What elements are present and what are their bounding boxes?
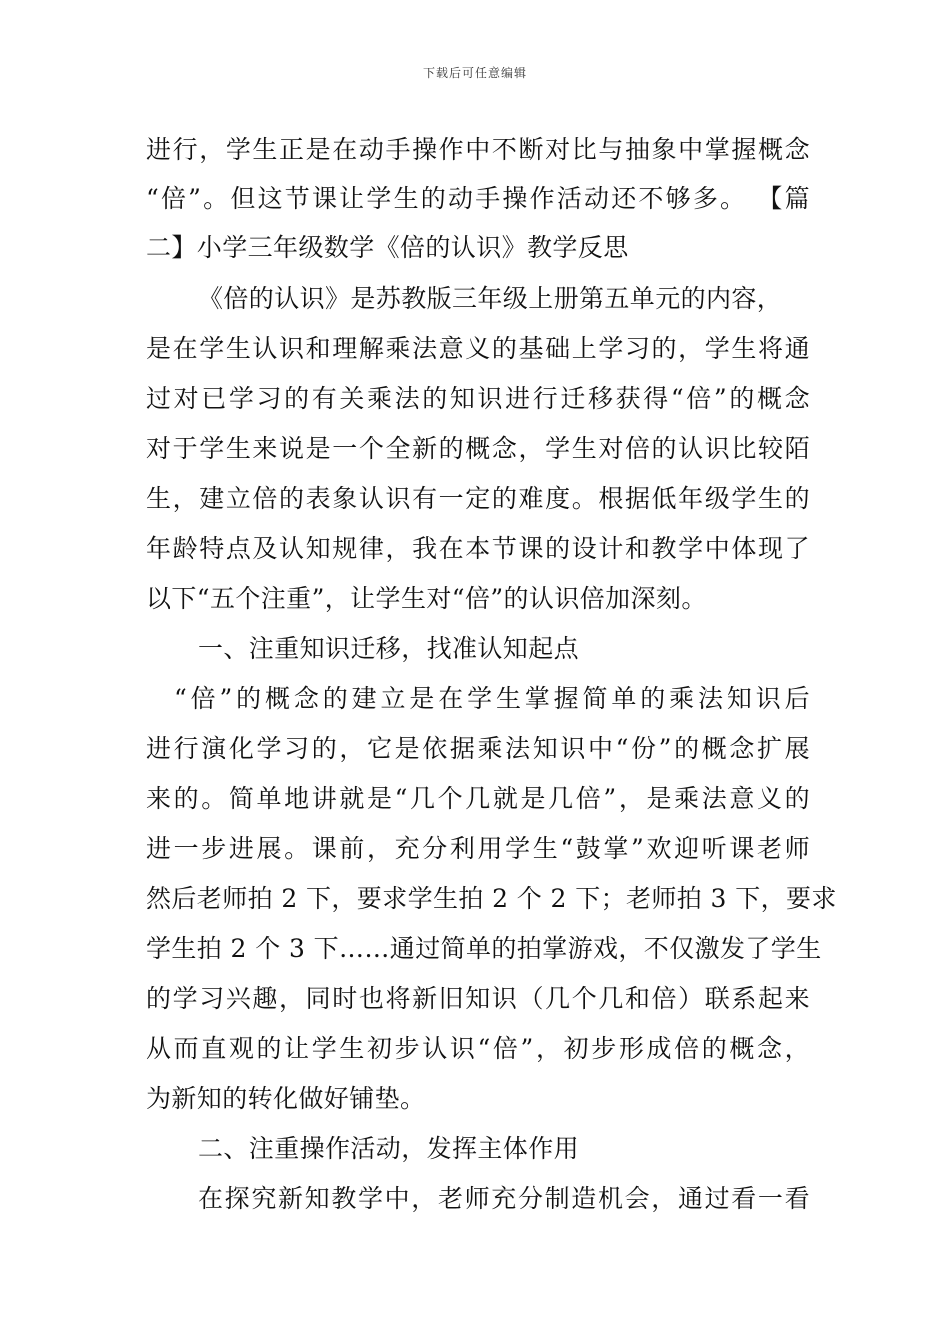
text-line: 生，建立倍的表象认识有一定的难度。根据低年级学生的 <box>146 484 810 513</box>
text-line: 进行，学生正是在动手操作中不断对比与抽象中掌握概念 <box>146 135 810 164</box>
text-line: 来的。简单地讲就是“几个几就是几倍”，是乘法意义的 <box>146 784 810 813</box>
text-line: “倍”。但这节课让学生的动手操作活动还不够多。 【篇 <box>146 184 810 213</box>
page-header: 下载后可任意编辑 <box>422 66 527 80</box>
text-line: 《倍的认识》是苏教版三年级上册第五单元的内容， <box>198 284 783 313</box>
text-line: 以下“五个注重”，让学生对“倍”的认识倍加深刻。 <box>146 584 707 613</box>
text-line: 的学习兴趣，同时也将新旧知识（几个几和倍）联系起来 <box>146 984 810 1013</box>
text-line: 是在学生认识和理解乘法意义的基础上学习的，学生将通 <box>146 334 810 363</box>
text-line: “倍”的概念的建立是在学生掌握简单的乘法知识后 <box>174 684 810 713</box>
text-line: 从而直观的让学生初步认识“倍”，初步形成倍的概念， <box>146 1034 810 1063</box>
text-line: 进行演化学习的，它是依据乘法知识中“份”的概念扩展 <box>146 734 810 763</box>
section-heading: 一、注重知识迁移，找准认知起点 <box>198 634 580 663</box>
section-heading: 二、注重操作活动，发挥主体作用 <box>198 1134 580 1163</box>
text-line: 在探究新知教学中，老师充分制造机会，通过看一看 <box>198 1184 810 1213</box>
text-line: 然后老师拍 2 下，要求学生拍 2 个 2 下；老师拍 3 下，要求 <box>146 884 837 913</box>
text-line: 学生拍 2 个 3 下……通过简单的拍掌游戏，不仅激发了学生 <box>146 934 822 963</box>
text-line: 进一步进展。课前，充分利用学生“鼓掌”欢迎听课老师 <box>146 834 810 863</box>
text-line: 为新知的转化做好铺垫。 <box>146 1084 426 1113</box>
text-line: 对于学生来说是一个全新的概念，学生对倍的认识比较陌 <box>146 434 810 463</box>
text-line: 过对已学习的有关乘法的知识进行迁移获得“倍”的概念 <box>146 384 810 413</box>
text-line: 年龄特点及认知规律，我在本节课的设计和教学中体现了 <box>146 534 810 563</box>
text-line: 二】小学三年级数学《倍的认识》教学反思 <box>146 233 629 262</box>
